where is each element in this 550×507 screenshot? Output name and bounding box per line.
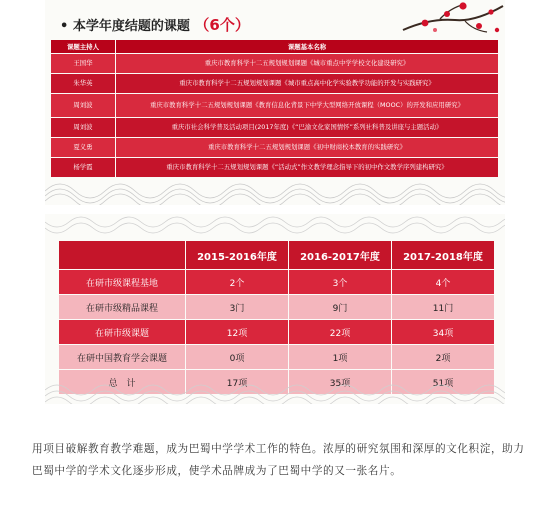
cell-value: 35项 <box>289 370 392 395</box>
table-row <box>51 138 499 158</box>
cell-value: 1项 <box>289 345 392 370</box>
table-row <box>59 320 495 345</box>
slide-research-stats <box>45 214 505 404</box>
topic-name: 重庆市教育科学十二五规划规划课题《城市重点中学学校文化建设研究》 <box>116 54 499 74</box>
row-label: 在研市级精品课程 <box>59 295 186 320</box>
header-year: 2015-2016年度 <box>186 241 289 270</box>
table-row <box>51 118 499 138</box>
header-year: 2017-2018年度 <box>392 241 495 270</box>
cell-value: 3个 <box>289 270 392 295</box>
slide-concluded-projects <box>45 0 505 205</box>
header-topic: 课题基本名称 <box>116 40 499 54</box>
host-name: 周刘波 <box>51 94 116 118</box>
wave-decoration <box>45 214 505 236</box>
research-stats-table <box>59 241 495 395</box>
cell-value: 12项 <box>186 320 289 345</box>
row-label: 在研市级课题 <box>59 320 186 345</box>
topic-name: 重庆市教育科学十二五规划规划课题《教育信息化背景下中学大型网络开放课程（MOOC）的开发和应用研究》 <box>116 94 499 118</box>
cell-value: 4个 <box>392 270 495 295</box>
row-label: 在研市级课程基地 <box>59 270 186 295</box>
host-name: 杨学霞 <box>51 158 116 178</box>
concluded-projects-table <box>51 40 499 178</box>
project-count: （6个） <box>194 16 250 34</box>
cell-value: 0项 <box>186 345 289 370</box>
host-name: 周刘波 <box>51 118 116 138</box>
table-row <box>51 54 499 74</box>
cell-value: 9门 <box>289 295 392 320</box>
cell-value: 51项 <box>392 370 495 395</box>
table-row <box>59 345 495 370</box>
row-label: 总 计 <box>59 370 186 395</box>
wave-decoration <box>45 378 505 404</box>
topic-name: 重庆市教育科学十二五规划规划课题《城市重点高中化学实验教学功能的开发与实践研究》 <box>116 74 499 94</box>
cell-value: 2个 <box>186 270 289 295</box>
slide-title-text: 本学年度结题的课题 <box>72 19 190 34</box>
header-blank <box>59 241 186 270</box>
table-row <box>59 295 495 320</box>
host-name: 王国华 <box>51 54 116 74</box>
wave-decoration <box>45 171 505 205</box>
row-label: 在研中国教育学会课题 <box>59 345 186 370</box>
header-year: 2016-2017年度 <box>289 241 392 270</box>
table-header-row <box>59 241 495 270</box>
topic-name: 重庆市社会科学普及活动项目(2017年度)《“巴渝文化家国情怀”系列社科普及讲座与主题活动》 <box>116 118 499 138</box>
host-name: 朱华英 <box>51 74 116 94</box>
plum-blossom-decoration <box>395 0 505 40</box>
cell-value: 2项 <box>392 345 495 370</box>
topic-name: 重庆市教育科学十二五规划规划课题《初中财商校本教育的实践研究》 <box>116 138 499 158</box>
table-row <box>51 94 499 118</box>
host-name: 夏义勇 <box>51 138 116 158</box>
slide-title <box>60 14 250 35</box>
table-header-row <box>51 40 499 54</box>
cell-value: 34项 <box>392 320 495 345</box>
topic-name: 重庆市教育科学十二五规划规划课题《“活动式”作文教学理念指导下的初中作文教学序列建构研究》 <box>116 158 499 178</box>
table-row <box>59 270 495 295</box>
header-host: 课题主持人 <box>51 40 116 54</box>
cell-value: 17项 <box>186 370 289 395</box>
table-row <box>51 74 499 94</box>
cell-value: 3门 <box>186 295 289 320</box>
cell-value: 11门 <box>392 295 495 320</box>
article-paragraph: 用项目破解教育教学难题，成为巴蜀中学学术工作的特色。浓厚的研究氛围和深厚的文化积淀，助力巴蜀中学的学术文化逐步形成，使学术品牌成为了巴蜀中学的又一张名片。 <box>32 442 525 477</box>
cell-value: 22项 <box>289 320 392 345</box>
bullet-icon: • <box>60 19 69 34</box>
